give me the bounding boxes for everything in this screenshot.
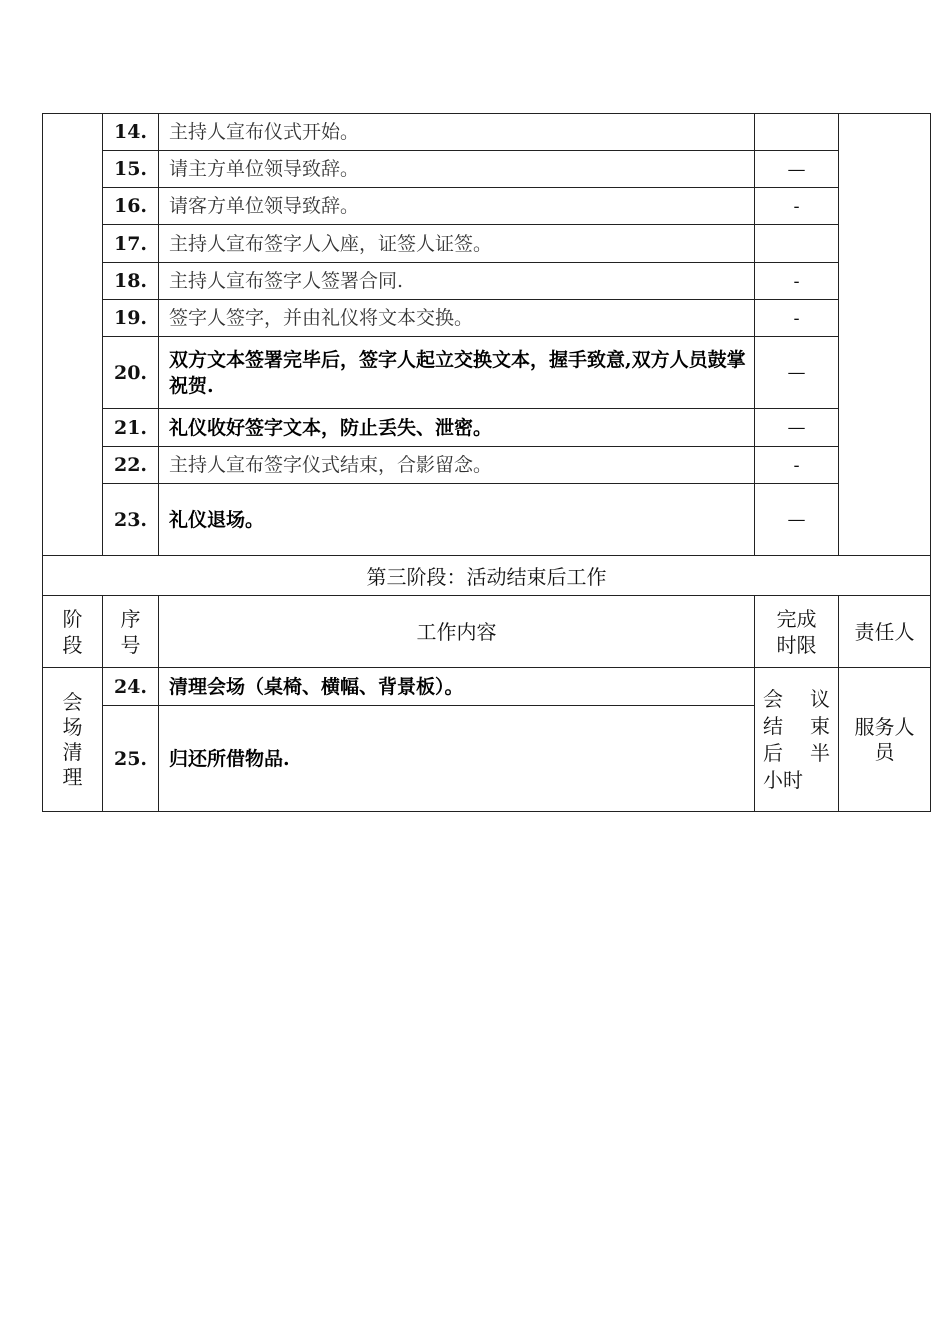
header-stage-line: 段 — [62, 632, 83, 657]
row-deadline — [755, 114, 839, 151]
table-row — [43, 225, 931, 263]
row-deadline: - — [755, 188, 839, 225]
stage-char: 清 — [62, 739, 83, 764]
header-deadline-line: 完成 — [776, 606, 817, 631]
section-row — [43, 556, 931, 596]
table-row — [43, 188, 931, 225]
row-number: 16. — [103, 188, 159, 225]
responsible-line: 员 — [874, 739, 895, 764]
row-content: 主持人宣布仪式开始。 — [159, 114, 755, 151]
table-row — [43, 484, 931, 556]
row-number: 25. — [103, 706, 159, 812]
header-deadline-line: 时限 — [776, 632, 817, 657]
header-stage — [43, 596, 103, 668]
deadline-line: 后半 — [763, 740, 830, 765]
header-row — [43, 596, 931, 668]
row-number: 24. — [103, 668, 159, 706]
stage-cell-empty — [43, 114, 103, 556]
row-deadline — [755, 225, 839, 263]
row-content: 请客方单位领导致辞。 — [159, 188, 755, 225]
row-content: 主持人宣布签字人入座，证签人证签。 — [159, 225, 755, 263]
stage-char: 理 — [62, 764, 83, 789]
row-number: 21. — [103, 409, 159, 447]
header-seq-line: 序 — [120, 606, 141, 631]
responsible-line: 服务人 — [854, 714, 915, 739]
deadline-line: 会议 — [763, 686, 830, 711]
deadline-line: 结束 — [763, 713, 830, 738]
row-number: 19. — [103, 300, 159, 337]
row-deadline: - — [755, 300, 839, 337]
table-row — [43, 409, 931, 447]
header-deadline — [755, 596, 839, 668]
deadline-line: 小时 — [763, 767, 803, 792]
row-number: 23. — [103, 484, 159, 556]
row-deadline: — — [755, 337, 839, 409]
row-content: 请主方单位领导致辞。 — [159, 151, 755, 188]
work-schedule-table — [42, 113, 931, 812]
table-row — [43, 668, 931, 706]
table-row — [43, 337, 931, 409]
responsible-cell — [839, 668, 931, 812]
stage-venue-cleanup — [43, 668, 103, 812]
row-content: 双方文本签署完毕后，签字人起立交换文本，握手致意,双方人员鼓掌祝贺. — [159, 337, 755, 409]
responsible-cell-empty — [839, 114, 931, 556]
deadline-block — [755, 668, 839, 812]
row-content: 签字人签字，并由礼仪将文本交换。 — [159, 300, 755, 337]
header-content: 工作内容 — [159, 596, 755, 668]
section-title: 第三阶段：活动结束后工作 — [43, 556, 931, 596]
row-number: 20. — [103, 337, 159, 409]
table-row — [43, 300, 931, 337]
table-row — [43, 447, 931, 484]
row-number: 14. — [103, 114, 159, 151]
row-number: 22. — [103, 447, 159, 484]
header-responsible: 责任人 — [839, 596, 931, 668]
row-number: 15. — [103, 151, 159, 188]
row-content: 清理会场（桌椅、横幅、背景板）。 — [159, 668, 755, 706]
header-stage-line: 阶 — [62, 606, 83, 631]
row-deadline: - — [755, 447, 839, 484]
row-deadline: — — [755, 409, 839, 447]
row-content: 礼仪退场。 — [159, 484, 755, 556]
stage-char: 会 — [62, 689, 83, 714]
row-content: 归还所借物品. — [159, 706, 755, 812]
row-content: 主持人宣布签字人签署合同. — [159, 263, 755, 300]
row-content: 礼仪收好签字文本，防止丢失、泄密。 — [159, 409, 755, 447]
table-row — [43, 263, 931, 300]
row-deadline: — — [755, 151, 839, 188]
row-deadline: - — [755, 263, 839, 300]
stage-char: 场 — [62, 714, 83, 739]
row-number: 18. — [103, 263, 159, 300]
row-number: 17. — [103, 225, 159, 263]
header-seq — [103, 596, 159, 668]
row-deadline: — — [755, 484, 839, 556]
row-content: 主持人宣布签字仪式结束，合影留念。 — [159, 447, 755, 484]
header-seq-line: 号 — [120, 632, 141, 657]
table-row — [43, 114, 931, 151]
table-row — [43, 151, 931, 188]
